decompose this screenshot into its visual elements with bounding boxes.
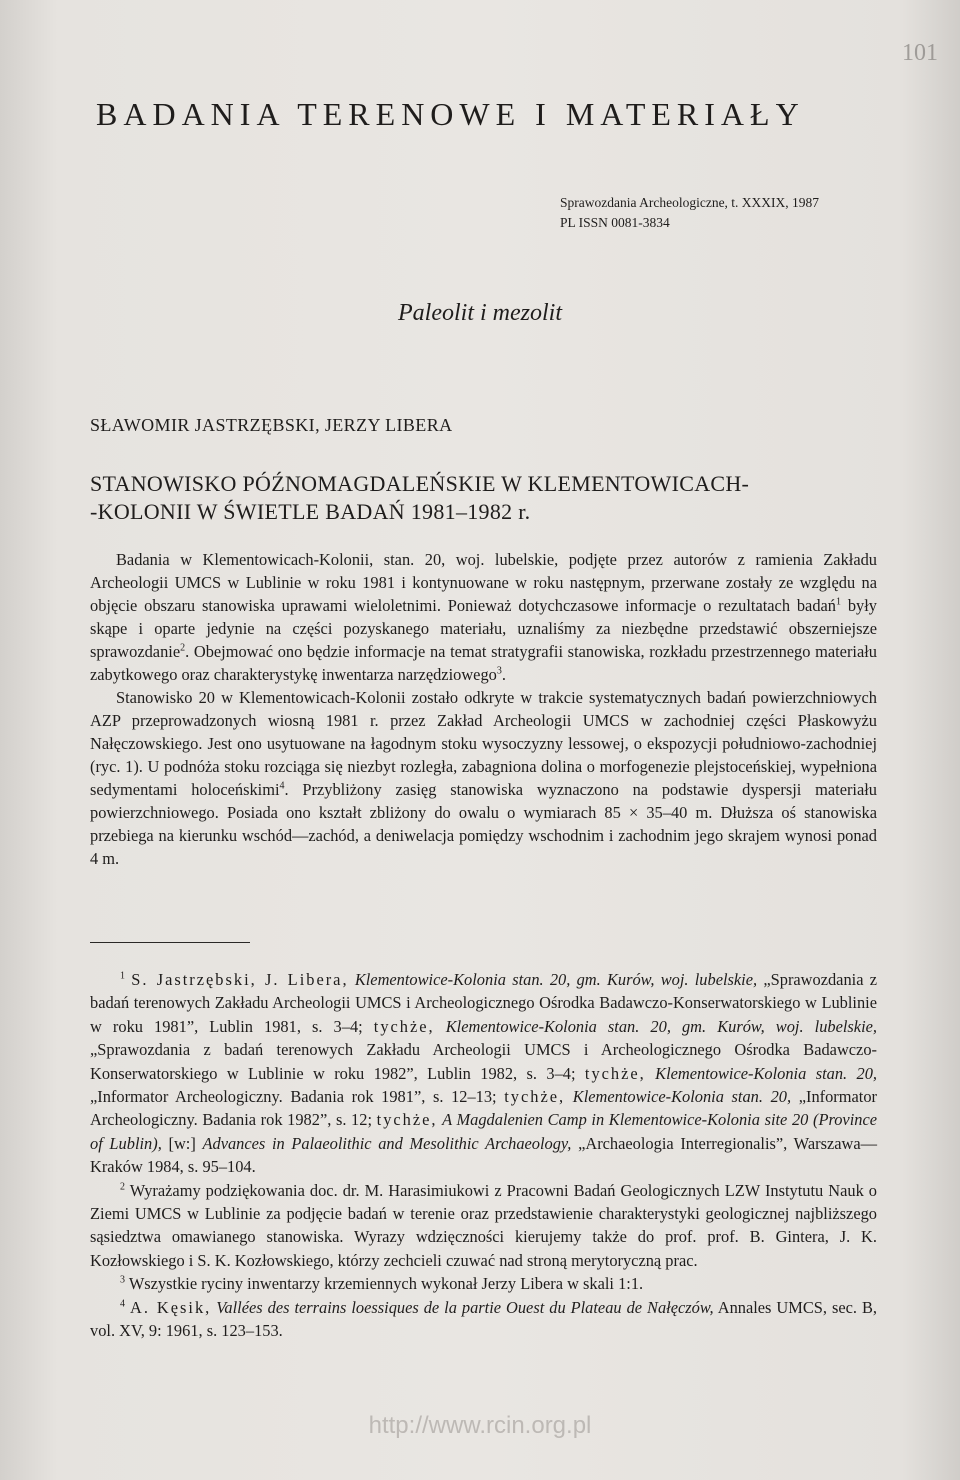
page-number: 101 [902, 40, 938, 66]
article-title-line-2: -KOLONII W ŚWIETLE BADAŃ 1981–1982 r. [90, 499, 531, 524]
article-title [90, 470, 910, 526]
article-authors: SŁAWOMIR JASTRZĘBSKI, JERZY LIBERA [90, 415, 453, 435]
footnote-separator [90, 942, 250, 943]
article-body [90, 548, 877, 870]
journal-citation: Sprawozdania Archeologiczne, t. XXXIX, 1987 [560, 195, 820, 210]
journal-issn: PL ISSN 0081-3834 [560, 215, 670, 230]
footnote-ref-1[interactable]: 1 [836, 596, 842, 608]
source-url-watermark: http://www.rcin.org.pl [368, 1412, 592, 1439]
footnotes [90, 968, 877, 1343]
body-paragraph-1: Badania w Klementowicach-Kolonii, stan. 20, woj. lubelskie, podjęte przez autorów z ramienia Zakładu Archeologii UMCS w Lublinie w roku 1981 i kontynuowane w roku następnym, przerwane zostały ze względu na objęcie obszaru stanowiska uprawami wieloletnimi. Ponieważ dotychczasowe informacje o rezultatach badań$^1$ były skąpe i oparte jedynie na części pozyskanego materiału, uznaliśmy za niezbędne przedstawić obszerniejsze sprawozdanie$^2$. Obejmować ono będzie informacje na temat stratygrafii stanowiska, rozkładu przestrzennego materiału zabytkowego oraz charakterystykę inwentarza narzędziowego$^3$. [90, 550, 877, 684]
footnote-2: $^2$ Wyrażamy podziękowania doc. dr. M. Harasimiukowi z Pracowni Badań Geologicznych LZW Instytutu Nauk o Ziemi UMCS w Lublinie za podjęcie badań w terenie oraz przedstawienie charakterystyki geologicznej najbliższego sąsiedztwa omawianego stanowiska. Wyrazy wdzięczności kierujemy także do prof. prof. B. Gintera, J. K. Kozłowskiego i S. K. Kozłowskiego, którzy zechcieli czuwać nad stroną merytoryczną prac. [90, 1180, 877, 1270]
body-paragraph-2: Stanowisko 20 w Klementowicach-Kolonii zostało odkryte w trakcie systematycznych badań powierzchniowych AZP przeprowadzonych wiosną 1981 r. przez Zakład Archeologii UMCS w zachodniej części Płaskowyżu Nałęczowskiego. Jest ono usytuowane na łagodnym stoku wysoczyzny lessowej, o ekspozycji południowo-zachodniej (ryc. 1). U podnóża stoku rozciąga się niezbyt rozległa, zabagniona dolina o morfogenezie plejstoceńskiej, wypełniona sedymentami holoceńskimi$^4$. Przybliżony zasięg stanowiska wyznaczono na podstawie dyspersji materiału powierzchniowego. Posiada ono kształt zbliżony do owalu o wymiarach 85 × 35–40 m. Dłuższa oś stanowiska przebiega na kierunku wschód—zachód, a deniwelacja pomiędzy wschodnim i zachodnim jego skrajem wynosi ponad 4 m. [90, 688, 878, 868]
footnote-4: $^4$ A. Kęsik, Vallées des terrains loessiques de la partie Ouest du Plateau de Nałęczów, Annales UMCS, sec. B, vol. XV, 9: 1961, s. 123–153. [90, 1297, 877, 1341]
footnote-3: $^3$ Wszystkie ryciny inwentarzy krzemiennych wykonał Jerzy Libera w skali 1:1. [120, 1274, 644, 1294]
journal-info [560, 193, 890, 233]
subject-heading: Paleolit i mezolit [398, 300, 562, 326]
article-title-line-1: STANOWISKO PÓŹNOMAGDALEŃSKIE W KLEMENTOWICACH- [90, 471, 750, 496]
footnote-ref-3[interactable]: 3 [496, 665, 502, 677]
footnote-1: $^1$ S. Jastrzębski, J. Libera, Klementowice-Kolonia stan. 20, gm. Kurów, woj. lubelskie, „Sprawozdania z badań terenowych Zakładu Archeologii UMCS i Archeologicznego Ośrodka Badawczo-Konserwatorskiego w Lublinie w roku 1981”, Lublin 1981, s. 3–4; tychże, Klementowice-Kolonia stan. 20, gm. Kurów, woj. lubelskie, „Sprawozdania z badań terenowych Zakładu Archeologii UMCS i Archeologicznego Ośrodka Badawczo-Konserwatorskiego w Lublinie w roku 1982”, Lublin 1982, s. 3–4; tychże, Klementowice-Kolonia stan. 20, „Informator Archeologiczny. Badania rok 1981”, s. 12–13; tychże, Klementowice-Kolonia stan. 20, „Informator Archeologiczny. Badania rok 1982”, s. 12; tychże, A Magdalenien Camp in Klementowice-Kolonia site 20 (Province of Lublin), [w:] Advances in Palaeolithic and Mesolithic Archaeology, „Archaeologia Interregionalis”, Warszawa—Kraków 1984, s. 95–104. [90, 970, 878, 1177]
footnote-ref-2[interactable]: 2 [180, 642, 186, 654]
section-heading: BADANIA TERENOWE I MATERIAŁY [96, 96, 805, 132]
footnote-ref-4[interactable]: 4 [279, 780, 285, 792]
